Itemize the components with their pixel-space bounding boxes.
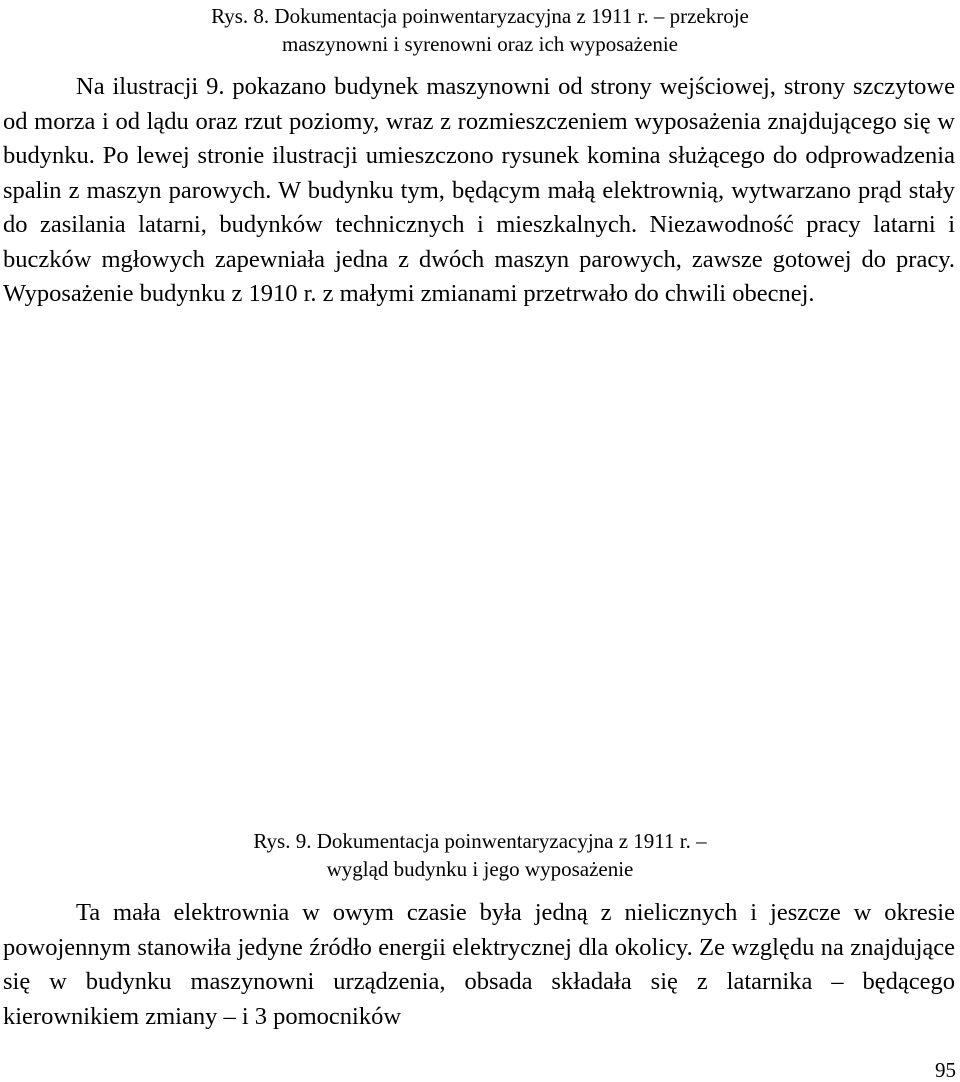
figure-caption-9 bbox=[0, 827, 960, 883]
caption-line: Rys. 9. Dokumentacja poinwentaryzacyjna z 1911 r. – bbox=[253, 829, 707, 853]
body-paragraph: Na ilustracji 9. pokazano budynek maszynowni od strony wejściowej, strony szczytowe od morza i od lądu oraz rzut poziomy, wraz z rozmieszczeniem wyposażenia znajdującego się w budynku. Po lewej stronie ilustracji umieszczono rysunek komina służącego do odprowadzenia spalin z maszyn parowych. W budynku tym, będącym małą elektrownią, wytwarzano prąd stały do zasilania latarni, budynków technicznych i mieszkalnych. Niezawodność pracy latarni i buczków mgłowych zapewniała jedna z dwóch maszyn parowych, zawsze gotowej do pracy. Wyposażenie budynku z 1910 r. z małymi zmianami przetrwało do chwili obecnej. bbox=[3, 73, 955, 307]
caption-line: maszynowni i syrenowni oraz ich wyposażenie bbox=[282, 32, 678, 56]
page-number: 95 bbox=[935, 1058, 956, 1082]
figure-caption-8 bbox=[0, 2, 960, 58]
caption-line: Rys. 8. Dokumentacja poinwentaryzacyjna z 1911 r. – przekroje bbox=[211, 4, 749, 28]
body-paragraph: Ta mała elektrownia w owym czasie była jedną z nielicznych i jeszcze w okresie powojennym stanowiła jedyne źródło energii elektrycznej dla okolicy. Ze względu na znajdujące się w budynku maszynowni urządzenia, obsada składała się z latarnika – będącego kierownikiem zmiany – i 3 pomocników bbox=[3, 899, 955, 1030]
caption-line: wygląd budynku i jego wyposażenie bbox=[326, 857, 634, 881]
